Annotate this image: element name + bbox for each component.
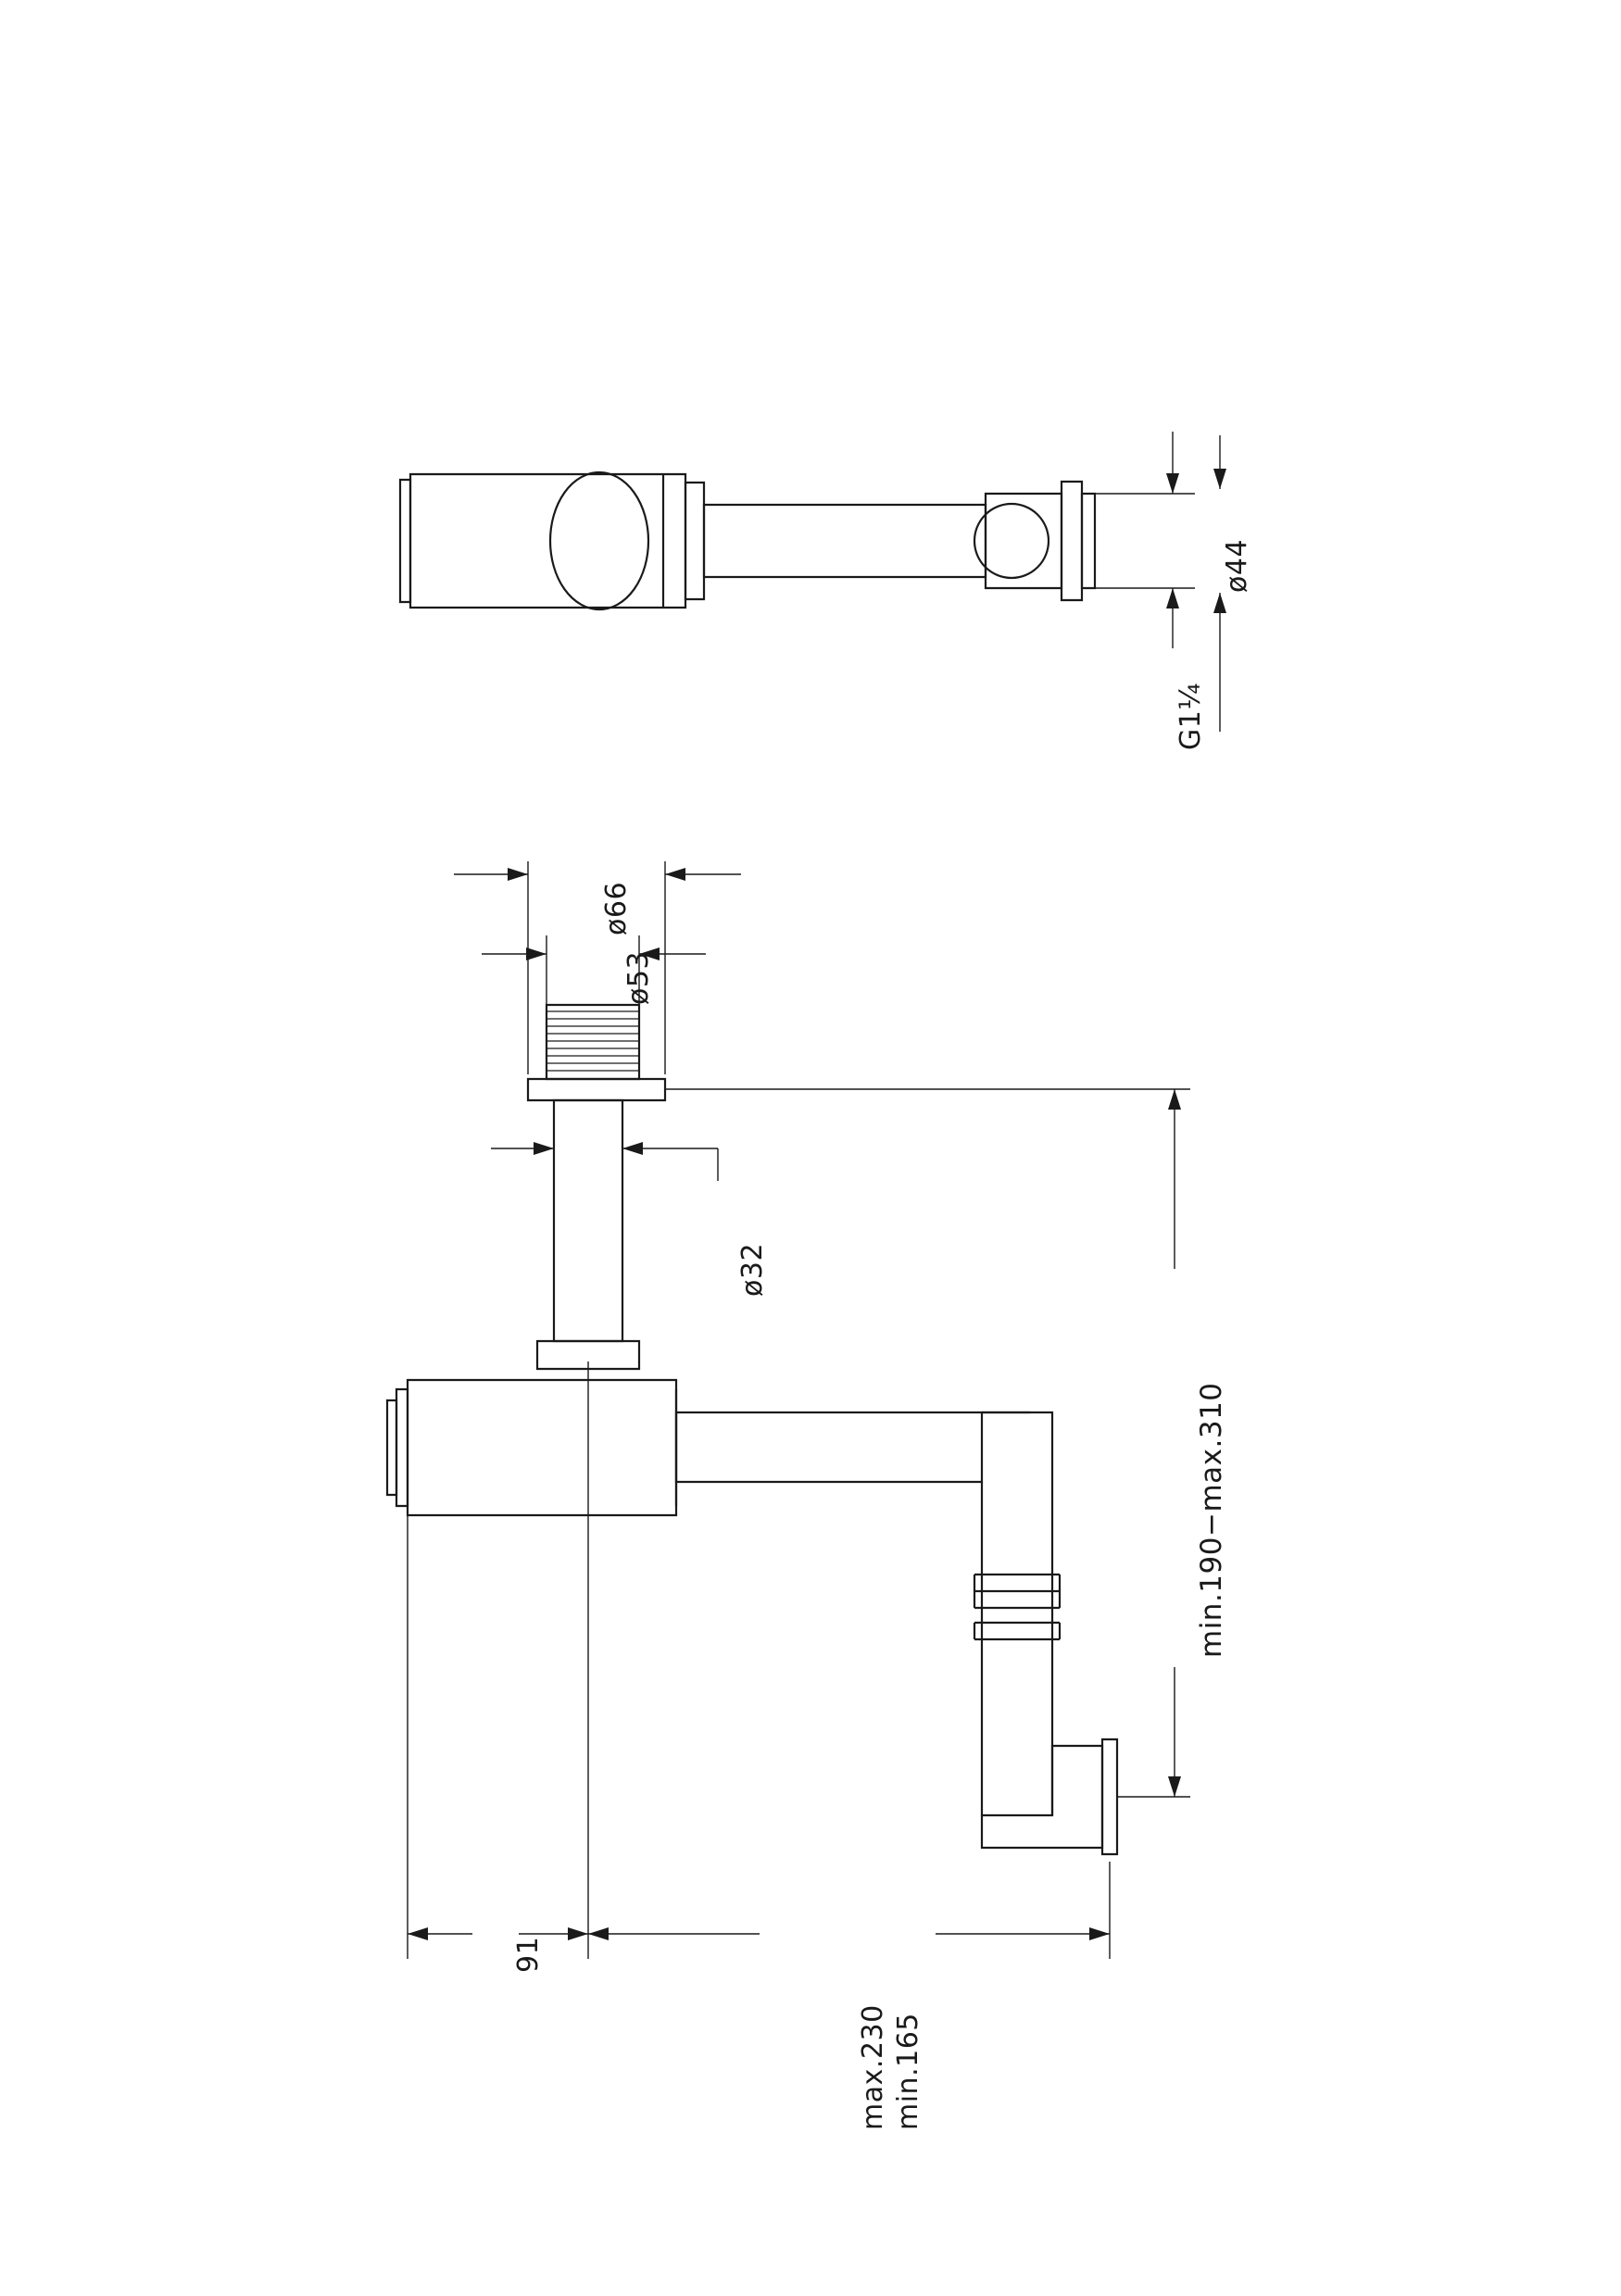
dim-diameter-32 <box>491 1142 718 1181</box>
top-view-geometry <box>400 472 1095 609</box>
dim-label-diameter-66: ø66 <box>600 881 633 935</box>
dim-diameter-53 <box>482 935 706 1005</box>
dim-label-width-91: 91 <box>512 1936 545 1973</box>
dim-diameter-44 <box>1095 432 1195 648</box>
dim-height-range <box>665 1089 1190 1797</box>
dim-label-diameter-32: ø32 <box>736 1242 769 1297</box>
dim-label-diameter-53: ø53 <box>622 950 655 1005</box>
dim-width-91 <box>408 1361 588 1959</box>
dim-diameter-66 <box>454 861 741 1074</box>
dim-reach <box>588 1862 1110 1959</box>
dim-label-thread-g114: G1¼ <box>1175 683 1207 750</box>
dim-label-height-range: min.190−max.310 <box>1195 1382 1228 1658</box>
front-view-geometry <box>387 1005 1117 1854</box>
dim-label-reach-min: min.165 <box>892 2013 924 2130</box>
dim-label-diameter-44: ø44 <box>1221 538 1253 593</box>
dim-label-reach-max: max.230 <box>857 2004 889 2130</box>
